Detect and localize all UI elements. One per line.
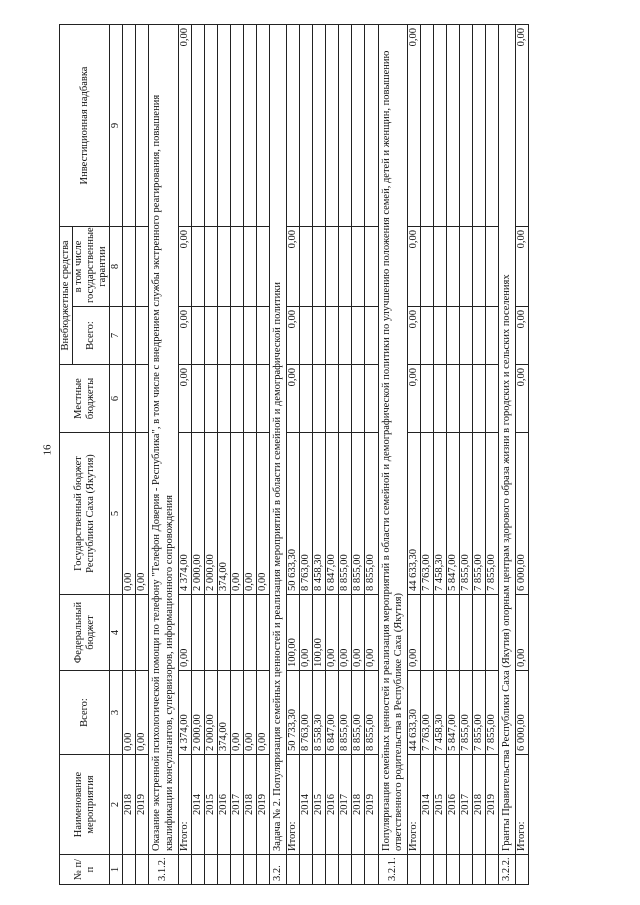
cell-extra-guarantees (420, 226, 433, 306)
cell-state: 44 633,30 (407, 433, 420, 595)
cell-total: 8 855,00 (339, 671, 352, 755)
cell-year: 2014 (300, 755, 313, 855)
cell-invest (420, 24, 433, 226)
cell-extra-total (446, 307, 459, 365)
cell-local (123, 365, 136, 433)
cell-local: 0,00 (516, 365, 529, 433)
table-row (191, 24, 204, 884)
col-state: Государственный бюджет Республики Саха (Якутия) (60, 433, 110, 595)
cell-state: 0,00 (256, 433, 269, 595)
cell-extra-guarantees (243, 226, 256, 306)
cell-federal: 0,00 (516, 595, 529, 671)
cell-num (352, 855, 365, 885)
cell-extra-guarantees: 0,00 (516, 226, 529, 306)
cell-extra-total (230, 307, 243, 365)
cell-year: 2014 (191, 755, 204, 855)
col-num: № п/п (60, 855, 110, 885)
column-number: 6 (110, 365, 123, 433)
column-number: 5 (110, 433, 123, 595)
cell-total: 7 855,00 (472, 671, 485, 755)
cell-total: 7 763,00 (420, 671, 433, 755)
cell-federal (243, 595, 256, 671)
cell-federal: 0,00 (326, 595, 339, 671)
cell-local (217, 365, 230, 433)
cell-federal (191, 595, 204, 671)
cell-invest (136, 24, 149, 226)
cell-total: 374,00 (217, 671, 230, 755)
cell-federal (136, 595, 149, 671)
cell-total: 0,00 (230, 671, 243, 755)
cell-state: 0,00 (230, 433, 243, 595)
cell-extra-total (472, 307, 485, 365)
cell-year: 2018 (243, 755, 256, 855)
cell-year: 2016 (217, 755, 230, 855)
table-body (123, 24, 529, 884)
cell-extra-total (326, 307, 339, 365)
cell-extra-total (433, 307, 446, 365)
table-row (217, 24, 230, 884)
cell-federal (446, 595, 459, 671)
cell-federal (433, 595, 446, 671)
cell-num (486, 855, 499, 885)
cell-state: 7 458,30 (433, 433, 446, 595)
cell-extra-guarantees (123, 226, 136, 306)
cell-local (365, 365, 378, 433)
cell-extra-total (365, 307, 378, 365)
cell-extra-guarantees (326, 226, 339, 306)
cell-total: 44 633,30 (407, 671, 420, 755)
cell-federal (230, 595, 243, 671)
cell-extra-total (191, 307, 204, 365)
cell-extra-total (352, 307, 365, 365)
col-invest: Инвестиционная надбавка (60, 24, 110, 226)
cell-state: 6 000,00 (516, 433, 529, 595)
cell-num (326, 855, 339, 885)
cell-state: 7 763,00 (420, 433, 433, 595)
cell-extra-total (256, 307, 269, 365)
cell-extra-total: 0,00 (516, 307, 529, 365)
cell-state: 8 855,00 (339, 433, 352, 595)
cell-extra-guarantees (217, 226, 230, 306)
cell-invest (300, 24, 313, 226)
cell-state: 0,00 (136, 433, 149, 595)
cell-num (339, 855, 352, 885)
cell-state: 50 633,30 (287, 433, 300, 595)
table-row (472, 24, 485, 884)
section-number: 3.1.2. (149, 855, 178, 885)
cell-num (472, 855, 485, 885)
cell-total: 0,00 (123, 671, 136, 755)
cell-local (243, 365, 256, 433)
cell-extra-guarantees (433, 226, 446, 306)
section-number: 3.2. (270, 855, 287, 885)
cell-year: 2015 (204, 755, 217, 855)
cell-total: 8 855,00 (352, 671, 365, 755)
section-title: Популяризация семейных ценностей и реализация мероприятий в области семейной и демографической политики по улучшению положения семей, детей и женщин, повышению ответственного родительства в Республике Саха (Якутия) (378, 24, 407, 854)
cell-local (433, 365, 446, 433)
cell-local (339, 365, 352, 433)
cell-federal: 0,00 (365, 595, 378, 671)
cell-year: 2016 (446, 755, 459, 855)
cell-invest (472, 24, 485, 226)
cell-year: 2019 (256, 755, 269, 855)
cell-num (243, 855, 256, 885)
cell-local (459, 365, 472, 433)
cell-total: 4 374,00 (178, 671, 191, 755)
cell-invest (191, 24, 204, 226)
cell-invest (243, 24, 256, 226)
cell-federal (217, 595, 230, 671)
cell-state: 0,00 (123, 433, 136, 595)
section-row (499, 24, 516, 884)
cell-num (313, 855, 326, 885)
cell-federal (123, 595, 136, 671)
section-row (270, 24, 287, 884)
cell-federal: 100,00 (313, 595, 326, 671)
cell-local (472, 365, 485, 433)
cell-extra-total (243, 307, 256, 365)
cell-state: 8 855,00 (365, 433, 378, 595)
cell-num (230, 855, 243, 885)
cell-year: Итого: (178, 755, 191, 855)
cell-year: 2019 (365, 755, 378, 855)
cell-federal: 0,00 (178, 595, 191, 671)
table-row (178, 24, 191, 884)
cell-extra-guarantees (313, 226, 326, 306)
cell-total: 0,00 (256, 671, 269, 755)
cell-extra-guarantees: 0,00 (178, 226, 191, 306)
cell-invest (217, 24, 230, 226)
cell-local (191, 365, 204, 433)
cell-local (204, 365, 217, 433)
cell-year: 2018 (123, 755, 136, 855)
column-number: 8 (110, 226, 123, 306)
cell-state: 6 847,00 (326, 433, 339, 595)
cell-invest (287, 24, 300, 226)
table-row (516, 24, 529, 884)
cell-state: 7 855,00 (486, 433, 499, 595)
cell-local (326, 365, 339, 433)
cell-extra-guarantees (459, 226, 472, 306)
cell-num (204, 855, 217, 885)
cell-invest (204, 24, 217, 226)
column-number: 1 (110, 855, 123, 885)
section-title: Оказание экстренной психологической помощи по телефону "Телефон Доверия - Республика", в том числе с внедрением службы экстренного реагирования, повышения квалификации консультантов, супервизоров, информационного сопровождения (149, 24, 178, 854)
cell-num (446, 855, 459, 885)
cell-num (136, 855, 149, 885)
cell-extra-total (136, 307, 149, 365)
cell-invest (365, 24, 378, 226)
cell-extra-guarantees (365, 226, 378, 306)
cell-state: 8 855,00 (352, 433, 365, 595)
cell-num (516, 855, 529, 885)
cell-extra-total (486, 307, 499, 365)
cell-extra-total (420, 307, 433, 365)
cell-num (178, 855, 191, 885)
col-total: Всего: (60, 671, 110, 755)
cell-num (287, 855, 300, 885)
cell-extra-guarantees (352, 226, 365, 306)
cell-extra-guarantees: 0,00 (287, 226, 300, 306)
table-header (60, 24, 123, 884)
cell-invest (433, 24, 446, 226)
cell-year: Итого: (287, 755, 300, 855)
table-row (287, 24, 300, 884)
cell-invest: 0,00 (407, 24, 420, 226)
cell-total: 5 847,00 (446, 671, 459, 755)
col-extra-guarantees: в том числе государственные гарантии (73, 226, 110, 306)
cell-year: 2015 (313, 755, 326, 855)
column-number: 9 (110, 24, 123, 226)
cell-total: 7 855,00 (459, 671, 472, 755)
cell-extra-guarantees (256, 226, 269, 306)
cell-extra-total (313, 307, 326, 365)
cell-extra-guarantees (486, 226, 499, 306)
cell-local (230, 365, 243, 433)
table-row (486, 24, 499, 884)
cell-year: 2018 (352, 755, 365, 855)
col-extra-total: Всего: (73, 307, 110, 365)
cell-invest: 0,00 (516, 24, 529, 226)
section-number: 3.2.2. (499, 855, 516, 885)
cell-invest (352, 24, 365, 226)
cell-extra-guarantees (446, 226, 459, 306)
cell-state: 8 458,30 (313, 433, 326, 595)
cell-extra-total (204, 307, 217, 365)
column-numbers-row (110, 24, 123, 884)
table-row (433, 24, 446, 884)
cell-total: 8 855,00 (365, 671, 378, 755)
table-row (352, 24, 365, 884)
cell-year: 2017 (459, 755, 472, 855)
cell-extra-total (339, 307, 352, 365)
cell-num (191, 855, 204, 885)
cell-extra-total: 0,00 (407, 307, 420, 365)
cell-extra-guarantees (230, 226, 243, 306)
cell-invest (256, 24, 269, 226)
cell-state: 2 000,00 (204, 433, 217, 595)
cell-local (136, 365, 149, 433)
cell-local (446, 365, 459, 433)
table-row (204, 24, 217, 884)
col-federal: Федеральный бюджет (60, 595, 110, 671)
cell-state: 8 763,00 (300, 433, 313, 595)
cell-year: 2017 (339, 755, 352, 855)
cell-invest (339, 24, 352, 226)
cell-num (407, 855, 420, 885)
cell-local (352, 365, 365, 433)
cell-year: 2015 (433, 755, 446, 855)
cell-federal (204, 595, 217, 671)
cell-total: 7 855,00 (486, 671, 499, 755)
cell-num (300, 855, 313, 885)
cell-extra-guarantees (339, 226, 352, 306)
cell-invest (326, 24, 339, 226)
cell-state: 7 855,00 (459, 433, 472, 595)
cell-extra-total (217, 307, 230, 365)
cell-local (256, 365, 269, 433)
cell-invest (230, 24, 243, 226)
cell-local (300, 365, 313, 433)
rotated-page (59, 25, 629, 885)
col-extra: Внебюджетные средства (60, 226, 73, 364)
cell-total: 7 458,30 (433, 671, 446, 755)
cell-year: 2019 (486, 755, 499, 855)
cell-num (365, 855, 378, 885)
cell-state: 5 847,00 (446, 433, 459, 595)
section-title: Задача № 2. Популяризация семейных ценностей и реализация мероприятий в области семейной и демографической политики (270, 24, 287, 854)
cell-num (459, 855, 472, 885)
cell-local (420, 365, 433, 433)
cell-total: 2 000,00 (191, 671, 204, 755)
cell-num (217, 855, 230, 885)
page-number: 16 (41, 444, 54, 456)
budget-table (59, 24, 529, 885)
cell-extra-total (459, 307, 472, 365)
cell-federal (459, 595, 472, 671)
cell-extra-guarantees (472, 226, 485, 306)
table-row (313, 24, 326, 884)
cell-total: 6 847,00 (326, 671, 339, 755)
column-number: 2 (110, 755, 123, 855)
table-row (300, 24, 313, 884)
cell-federal (472, 595, 485, 671)
cell-federal (256, 595, 269, 671)
cell-extra-total (300, 307, 313, 365)
section-title: Гранты Правительства Республики Саха (Якутия) опорным центрам здорового образа жизни в городских и сельских поселениях (499, 24, 516, 854)
cell-invest (446, 24, 459, 226)
cell-extra-guarantees (191, 226, 204, 306)
table-row (420, 24, 433, 884)
table-row (365, 24, 378, 884)
table-row (123, 24, 136, 884)
cell-extra-total: 0,00 (178, 307, 191, 365)
cell-year: Итого: (407, 755, 420, 855)
cell-federal: 100,00 (287, 595, 300, 671)
cell-year: 2018 (472, 755, 485, 855)
table-row (407, 24, 420, 884)
cell-total: 6 000,00 (516, 671, 529, 755)
cell-total: 0,00 (243, 671, 256, 755)
cell-total: 8 763,00 (300, 671, 313, 755)
cell-state: 7 855,00 (472, 433, 485, 595)
cell-federal (420, 595, 433, 671)
cell-year: 2016 (326, 755, 339, 855)
cell-extra-guarantees: 0,00 (407, 226, 420, 306)
cell-num (256, 855, 269, 885)
cell-invest: 0,00 (178, 24, 191, 226)
cell-year: 2017 (230, 755, 243, 855)
cell-total: 0,00 (136, 671, 149, 755)
col-local: Местные бюджеты (60, 365, 110, 433)
cell-total: 50 733,30 (287, 671, 300, 755)
cell-invest (123, 24, 136, 226)
cell-local: 0,00 (178, 365, 191, 433)
cell-extra-guarantees (300, 226, 313, 306)
cell-num (123, 855, 136, 885)
cell-state: 4 374,00 (178, 433, 191, 595)
column-number: 4 (110, 595, 123, 671)
cell-total: 2 000,00 (204, 671, 217, 755)
table-row (459, 24, 472, 884)
cell-federal: 0,00 (407, 595, 420, 671)
cell-state: 0,00 (243, 433, 256, 595)
cell-state: 2 000,00 (191, 433, 204, 595)
table-row (339, 24, 352, 884)
cell-num (433, 855, 446, 885)
col-name: Наименование мероприятия (60, 755, 110, 855)
table-row (256, 24, 269, 884)
table-row (326, 24, 339, 884)
cell-year: Итого: (516, 755, 529, 855)
cell-invest (459, 24, 472, 226)
cell-local (486, 365, 499, 433)
cell-local (313, 365, 326, 433)
cell-extra-total: 0,00 (287, 307, 300, 365)
cell-invest (313, 24, 326, 226)
cell-local: 0,00 (407, 365, 420, 433)
cell-federal (486, 595, 499, 671)
column-number: 3 (110, 671, 123, 755)
cell-extra-guarantees (136, 226, 149, 306)
cell-federal: 0,00 (300, 595, 313, 671)
cell-extra-total (123, 307, 136, 365)
cell-total: 8 558,30 (313, 671, 326, 755)
cell-federal: 0,00 (352, 595, 365, 671)
cell-state: 374,00 (217, 433, 230, 595)
cell-federal: 0,00 (339, 595, 352, 671)
cell-num (420, 855, 433, 885)
column-number: 7 (110, 307, 123, 365)
section-row (149, 24, 178, 884)
table-row (243, 24, 256, 884)
cell-year: 2019 (136, 755, 149, 855)
cell-year: 2014 (420, 755, 433, 855)
table-row (136, 24, 149, 884)
table-row (446, 24, 459, 884)
cell-invest (486, 24, 499, 226)
table-row (230, 24, 243, 884)
cell-extra-guarantees (204, 226, 217, 306)
cell-local: 0,00 (287, 365, 300, 433)
section-row (378, 24, 407, 884)
section-number: 3.2.1. (378, 855, 407, 885)
